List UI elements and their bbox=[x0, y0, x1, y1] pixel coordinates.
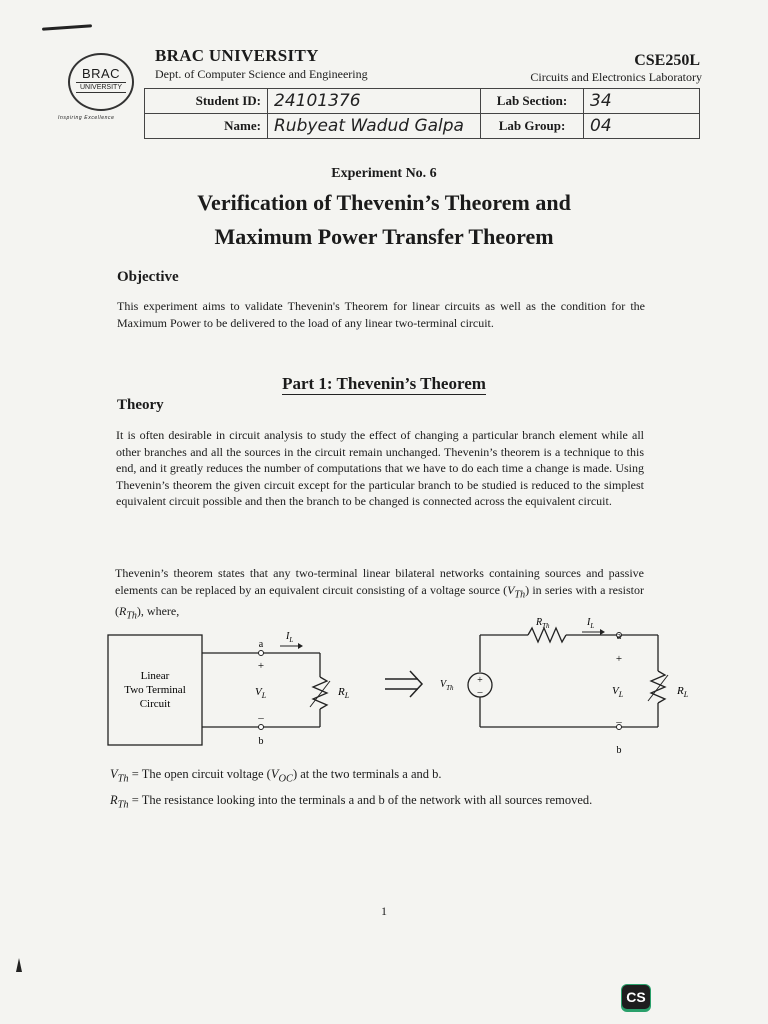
theory-heading: Theory bbox=[117, 397, 164, 413]
page-number: 1 bbox=[381, 904, 387, 918]
logo-text-line2: UNIVERSITY bbox=[76, 82, 126, 93]
lab-section-value: 34 bbox=[584, 89, 700, 114]
lab-group-value: 04 bbox=[584, 114, 700, 139]
rl-label-right bbox=[676, 685, 689, 699]
student-id-label: Student ID: bbox=[145, 89, 268, 114]
vl-label-right bbox=[612, 685, 624, 699]
rl-right-symbol: R bbox=[677, 685, 684, 697]
university-name: BRAC UNIVERSITY bbox=[155, 46, 319, 65]
theory-p2-text-b: ) in series with a resistor ( bbox=[115, 582, 644, 619]
lab-group-label: Lab Group: bbox=[481, 114, 584, 139]
voc-symbol: V bbox=[270, 767, 279, 781]
voc-sub: OC bbox=[278, 773, 293, 785]
rth-symbol: R bbox=[536, 617, 543, 628]
lab-name: Circuits and Electronics Laboratory bbox=[530, 70, 702, 84]
vl-label-left bbox=[255, 686, 267, 700]
page-title bbox=[0, 186, 768, 254]
scanner-badge-label: CS bbox=[622, 985, 650, 1009]
vth-label bbox=[440, 679, 454, 692]
terminal-a-label-left: a bbox=[258, 639, 264, 650]
part1-heading-text: Part 1: Thevenin’s Theorem bbox=[282, 374, 486, 393]
il-right-sub: L bbox=[590, 622, 595, 630]
vl-right-symbol: V bbox=[612, 685, 619, 697]
minus-sign-left: – bbox=[258, 712, 264, 724]
corner-mark bbox=[16, 958, 22, 972]
rth-sub: Th bbox=[542, 622, 550, 630]
arrowhead-left bbox=[298, 643, 303, 649]
course-code: CSE250L bbox=[634, 52, 700, 69]
university-logo bbox=[68, 53, 134, 111]
name-value: Rubyeat Wadud Galpa bbox=[268, 114, 481, 139]
variable-arrow-right bbox=[648, 675, 668, 701]
variable-arrow-left bbox=[310, 681, 330, 707]
rth-inline-symbol: R bbox=[119, 604, 127, 619]
vth-inline-symbol: V bbox=[507, 582, 515, 597]
rth-def-symbol-wrap bbox=[110, 793, 129, 811]
il-label-right bbox=[586, 617, 594, 630]
terminal-b-label-left: b bbox=[258, 736, 264, 747]
objective-text: This experiment aims to validate Thevenin's Theorem for linear circuits as well as the condition for the Maximum Power to be delivered to the load of any linear two-terminal circuit. bbox=[117, 299, 645, 330]
box-label-line3: Circuit bbox=[139, 698, 171, 710]
vl-left-symbol: V bbox=[255, 686, 262, 698]
il-label-left bbox=[285, 631, 293, 644]
student-id-value: 24101376 bbox=[268, 89, 481, 114]
vth-def-sub: Th bbox=[117, 773, 129, 785]
title-line1: Verification of Thevenin’s Theorem and bbox=[197, 190, 571, 215]
arrowhead-right bbox=[600, 629, 605, 635]
rth-label bbox=[535, 617, 550, 630]
logo-text-line1: BRAC bbox=[81, 66, 121, 81]
rth-def-symbol: R bbox=[110, 793, 118, 807]
title-line2: Maximum Power Transfer Theorem bbox=[214, 224, 554, 249]
lab-section-label: Lab Section: bbox=[481, 89, 584, 114]
load-resistor-right bbox=[651, 671, 665, 703]
vth-sub: Th bbox=[446, 684, 454, 692]
il-right-symbol: I bbox=[587, 617, 591, 628]
rth-inline-sub: Th bbox=[126, 610, 137, 622]
il-left-symbol: I bbox=[286, 631, 290, 642]
thevenin-circuit-diagram bbox=[100, 615, 700, 765]
experiment-number: Experiment No. 6 bbox=[331, 166, 437, 181]
terminal-b-label-right: b bbox=[616, 745, 622, 756]
source-minus: – bbox=[477, 687, 483, 698]
rth-def-sub: Th bbox=[117, 799, 129, 811]
minus-sign-right: – bbox=[616, 716, 622, 728]
vth-definition bbox=[110, 766, 650, 788]
vth-def-text-a: = The open circuit voltage ( bbox=[128, 767, 271, 781]
load-resistor-left bbox=[313, 677, 327, 709]
terminal-a-label-right: a bbox=[616, 631, 622, 642]
rl-right-sub: L bbox=[683, 690, 689, 699]
logo-tagline: Inspiring Excellence bbox=[58, 115, 115, 121]
source-plus: + bbox=[477, 675, 483, 686]
student-info-table bbox=[144, 88, 700, 139]
plus-sign-left: + bbox=[257, 660, 265, 672]
name-label: Name: bbox=[145, 114, 268, 139]
vth-def-symbol-wrap bbox=[110, 767, 129, 785]
vl-right-sub: L bbox=[618, 690, 624, 699]
vth-inline bbox=[507, 582, 526, 600]
theory-p2-text-a: Thevenin’s theorem states that any two-terminal linear bilateral networks containing sources and passive elements can be replaced by an equivalent circuit consisting of a voltage source ( bbox=[115, 566, 644, 597]
theory-p2-text-c: ), where, bbox=[136, 604, 180, 619]
vl-left-sub: L bbox=[261, 691, 267, 700]
objective-heading: Objective bbox=[117, 269, 179, 285]
theory-paragraph-1: It is often desirable in circuit analysis to study the effect of changing a particular branch element while all other branches and all the sources in the circuit remain unchanged. Thevenin’s theorem is a technique to this end, and it greatly reduces the number of computations that we have to do each time a change is made. Using Thevenin’s theorem the given circuit except for the particular branch to be studied is reduced to the simplest equivalent circuit possible and then the branch to be changed is connected across the equivalent circuit. bbox=[116, 428, 644, 508]
rth-def-text: = The resistance looking into the terminals a and b of the network with all sources removed. bbox=[128, 793, 593, 807]
part1-heading bbox=[0, 374, 768, 394]
vth-inline-sub: Th bbox=[514, 588, 526, 600]
thevenin-resistor bbox=[528, 628, 566, 642]
implies-arrow-head bbox=[410, 671, 422, 697]
rth-definition bbox=[110, 792, 644, 814]
department-name: Dept. of Computer Science and Engineering bbox=[155, 67, 368, 81]
terminal-b-left bbox=[259, 725, 264, 730]
plus-sign-right: + bbox=[615, 653, 623, 665]
rl-label-left bbox=[337, 686, 350, 700]
rl-left-symbol: R bbox=[338, 686, 345, 698]
il-left-sub: L bbox=[289, 636, 294, 644]
vth-def-symbol: V bbox=[110, 767, 118, 781]
table-row bbox=[145, 114, 700, 139]
scanner-badge-icon bbox=[621, 984, 651, 1012]
table-row bbox=[145, 89, 700, 114]
voc-wrap bbox=[270, 767, 293, 785]
rl-left-sub: L bbox=[344, 691, 350, 700]
terminal-a-left bbox=[259, 651, 264, 656]
vth-def-text-b: ) at the two terminals a and b. bbox=[292, 767, 442, 781]
box-label-line1: Linear bbox=[140, 670, 170, 682]
vth-symbol: V bbox=[440, 679, 447, 690]
pen-mark bbox=[42, 24, 92, 30]
box-label-line2: Two Terminal bbox=[124, 684, 186, 696]
